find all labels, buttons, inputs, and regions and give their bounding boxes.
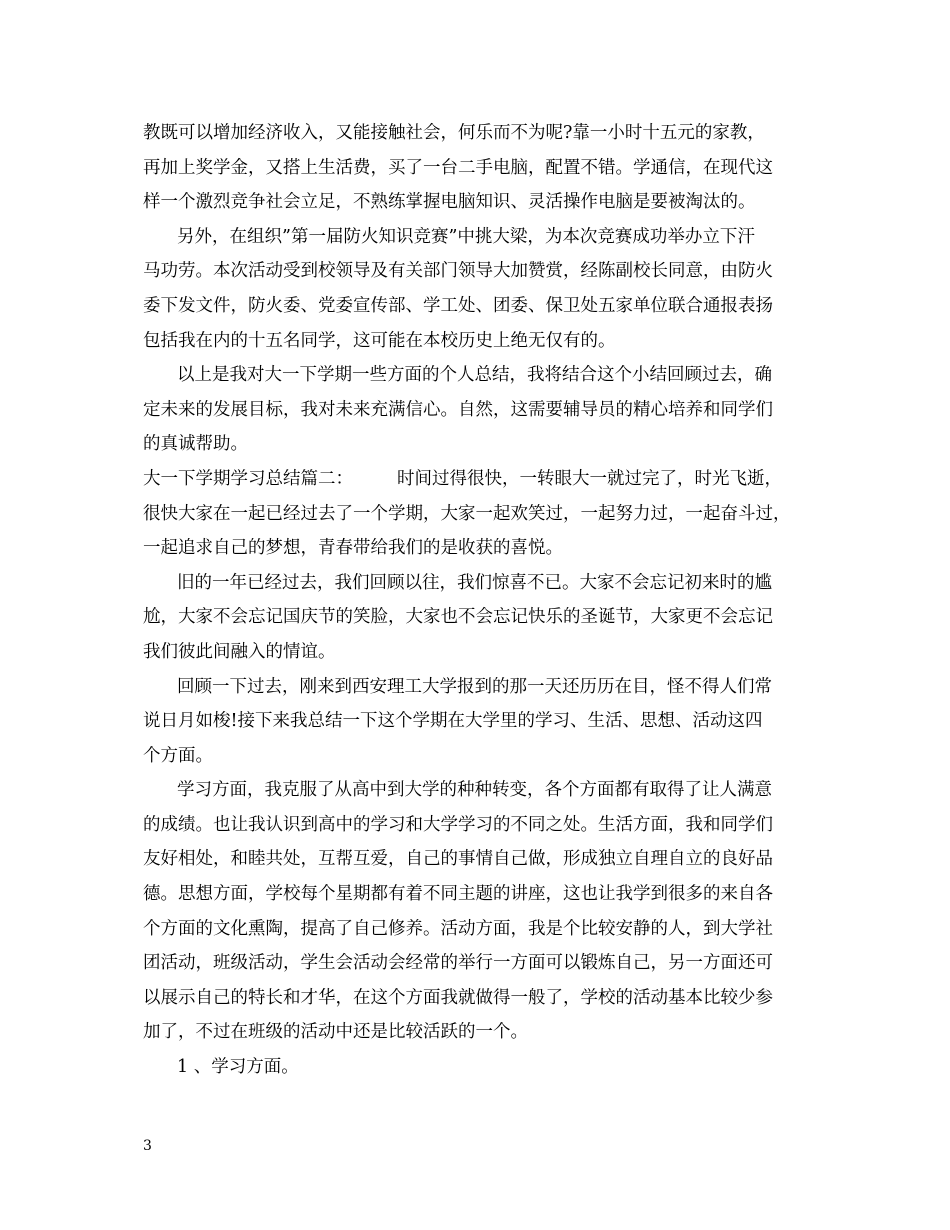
page-number: 3 bbox=[143, 1138, 152, 1154]
text-line: 个方面。 bbox=[143, 745, 213, 766]
text-line: 的成绩。也让我认识到高中的学习和大学学习的不同之处。生活方面，我和同学们 bbox=[143, 814, 773, 835]
document-body bbox=[143, 116, 813, 1085]
text-line: 以展示自己的特长和才华，在这个方面我就做得一般了，学校的活动基本比较少参 bbox=[143, 987, 773, 1008]
text-line: 尬，大家不会忘记国庆节的笑脸，大家也不会忘记快乐的圣诞节，大家更不会忘记 bbox=[143, 607, 773, 628]
text-line: 说日月如梭!接下来我总结一下这个学期在大学里的学习、生活、思想、活动这四 bbox=[143, 711, 763, 732]
text-line: 一起追求自己的梦想，青春带给我们的是收获的喜悦。 bbox=[143, 538, 563, 559]
list-item-line: 1 、学习方面。 bbox=[177, 1057, 299, 1078]
text-line: 教既可以增加经济收入，又能接触社会，何乐而不为呢?靠一小时十五元的家教， bbox=[143, 123, 765, 143]
text-line: 友好相处，和睦共处，互帮互爱，自己的事情自己做，形成独立自理自立的良好品 bbox=[143, 849, 773, 870]
section-heading: 大一下学期学习总结篇二： bbox=[143, 468, 353, 489]
section-heading-line bbox=[143, 462, 813, 497]
paragraph-start-line: 另外，在组织”第一届防火知识竞赛”中挑大梁，为本次竞赛成功举办立下汗 bbox=[177, 226, 755, 247]
text-line: 再加上奖学金，又搭上生活费，买了一台二手电脑，配置不错。学通信，在现代这 bbox=[143, 157, 773, 178]
paragraph-start-line: 学习方面，我克服了从高中到大学的种种转变，各个方面都有取得了让人满意 bbox=[177, 780, 772, 801]
text-line: 我们彼此间融入的情谊。 bbox=[143, 641, 336, 662]
paragraph-start-line: 旧的一年已经过去，我们回顾以往，我们惊喜不已。大家不会忘记初来时的尴 bbox=[177, 572, 772, 593]
text-line: 包括我在内的十五名同学，这可能在本校历史上绝无仅有的。 bbox=[143, 330, 616, 351]
section-first-text: 时间过得很快，一转眼大一就过完了，时光飞逝， bbox=[397, 468, 782, 489]
text-line: 马功劳。本次活动受到校领导及有关部门领导大加赞赏，经陈副校长同意，由防火 bbox=[143, 261, 773, 282]
paragraph-start-line: 以上是我对大一下学期一些方面的个人总结，我将结合这个小结回顾过去，确 bbox=[177, 365, 772, 386]
text-line: 样一个激烈竞争社会立足，不熟练掌握电脑知识、灵活操作电脑是要被淘汰的。 bbox=[143, 192, 756, 213]
paragraph-start-line: 回顾一下过去，刚来到西安理工大学报到的那一天还历历在目，怪不得人们常 bbox=[177, 676, 772, 697]
text-line: 加了，不过在班级的活动中还是比较活跃的一个。 bbox=[143, 1022, 528, 1043]
text-line: 团活动，班级活动，学生会活动会经常的举行一方面可以锻炼自己，另一方面还可 bbox=[143, 953, 773, 974]
text-line: 委下发文件，防火委、党委宣传部、学工处、团委、保卫处五家单位联合通报表扬 bbox=[143, 295, 773, 316]
text-line: 个方面的文化熏陶，提高了自己修养。活动方面，我是个比较安静的人，到大学社 bbox=[143, 918, 773, 939]
text-line: 的真诚帮助。 bbox=[143, 434, 248, 455]
text-line: 德。思想方面，学校每个星期都有着不同主题的讲座，这也让我学到很多的来自各 bbox=[143, 884, 773, 905]
text-line: 很快大家在一起已经过去了一个学期，大家一起欢笑过，一起努力过，一起奋斗过， bbox=[143, 503, 791, 524]
text-line: 定未来的发展目标，我对未来充满信心。自然，这需要辅导员的精心培养和同学们 bbox=[143, 399, 773, 420]
